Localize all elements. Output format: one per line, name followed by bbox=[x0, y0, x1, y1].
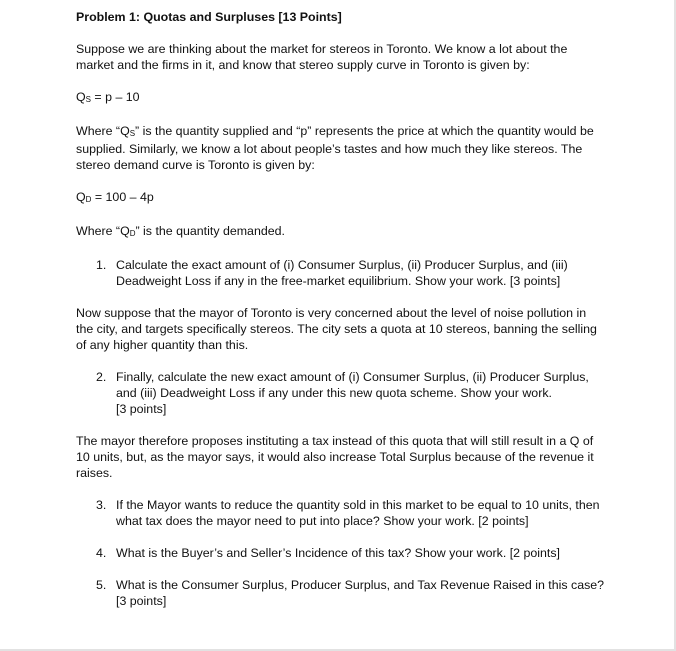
question-3 bbox=[76, 497, 606, 529]
question-5-number: 5. bbox=[96, 578, 107, 592]
supply-explain-sub: S bbox=[129, 129, 136, 138]
demand-explain-start: Where “Q bbox=[76, 224, 130, 238]
supply-formula-sub: S bbox=[85, 95, 91, 104]
question-list-2 bbox=[76, 369, 606, 417]
document-content bbox=[76, 9, 606, 609]
supply-explain-start: Where “Q bbox=[76, 124, 130, 138]
supply-formula-lhs: Q bbox=[76, 90, 86, 104]
question-1-number: 1. bbox=[96, 258, 107, 272]
question-list-5 bbox=[76, 577, 606, 609]
supply-explanation bbox=[76, 123, 606, 173]
demand-formula-sub: D bbox=[85, 195, 92, 204]
question-4-text: What is the Buyer’s and Seller’s Incidence of this tax? Show your work. [2 points] bbox=[116, 546, 560, 560]
question-list-1 bbox=[76, 257, 606, 289]
tax-paragraph: The mayor therefore proposes instituting a tax instead of this quota that will still result in a Q of 10 units, but, as the mayor says, it would also increase Total Surplus because of the revenue it raises. bbox=[76, 434, 594, 480]
demand-formula-rhs: = 100 – 4p bbox=[91, 190, 154, 204]
question-5-line-2: [3 points] bbox=[116, 594, 167, 608]
demand-formula bbox=[76, 189, 606, 207]
intro-paragraph: Suppose we are thinking about the market for stereos in Toronto. We know a lot about the market and the firms in it, and know that stereo supply curve in Toronto is given by: bbox=[76, 42, 568, 72]
question-5-line-1: What is the Consumer Surplus, Producer Surplus, and Tax Revenue Raised in this case? bbox=[116, 578, 605, 592]
question-2-line-2: and (iii) Deadweight Loss if any under this new quota scheme. Show your work. bbox=[116, 386, 552, 400]
question-2-line-1: Finally, calculate the new exact amount of (i) Consumer Surplus, (ii) Producer Surplus, bbox=[116, 370, 589, 384]
problem-title: Problem 1: Quotas and Surpluses [13 Points] bbox=[76, 10, 342, 24]
question-5 bbox=[76, 577, 606, 609]
supply-formula bbox=[76, 89, 606, 107]
supply-formula-rhs: = p – 10 bbox=[90, 90, 140, 104]
question-2 bbox=[76, 369, 606, 417]
demand-explanation bbox=[76, 223, 606, 241]
supply-explain-rest: ” is the quantity supplied and “p” represents the price at which the quantity would be supplied. Similarly, we know a lot about people’s tastes and how much they like stereos. The stereo demand curve is Toronto is given by: bbox=[76, 124, 594, 172]
demand-formula-lhs: Q bbox=[76, 190, 86, 204]
question-2-number: 2. bbox=[96, 370, 107, 384]
demand-explain-sub: D bbox=[129, 229, 136, 238]
question-4 bbox=[76, 545, 606, 561]
demand-explain-rest: ” is the quantity demanded. bbox=[135, 224, 285, 238]
question-4-number: 4. bbox=[96, 546, 107, 560]
quota-paragraph: Now suppose that the mayor of Toronto is very concerned about the level of noise pollution in the city, and targets specifically stereos. The city sets a quota at 10 stereos, banning the selling of any higher quantity than this. bbox=[76, 306, 597, 352]
question-3-number: 3. bbox=[96, 498, 107, 512]
question-list-4 bbox=[76, 545, 606, 561]
question-2-line-3: [3 points] bbox=[116, 402, 167, 416]
question-3-text: If the Mayor wants to reduce the quantity sold in this market to be equal to 10 units, then what tax does the mayor need to put into place? Show your work. [2 points] bbox=[116, 498, 600, 528]
question-list-3 bbox=[76, 497, 606, 529]
question-1-text: Calculate the exact amount of (i) Consumer Surplus, (ii) Producer Surplus, and (iii) Deadweight Loss if any in the free-market equilibrium. Show your work. [3 points] bbox=[116, 258, 568, 288]
question-1 bbox=[76, 257, 606, 289]
